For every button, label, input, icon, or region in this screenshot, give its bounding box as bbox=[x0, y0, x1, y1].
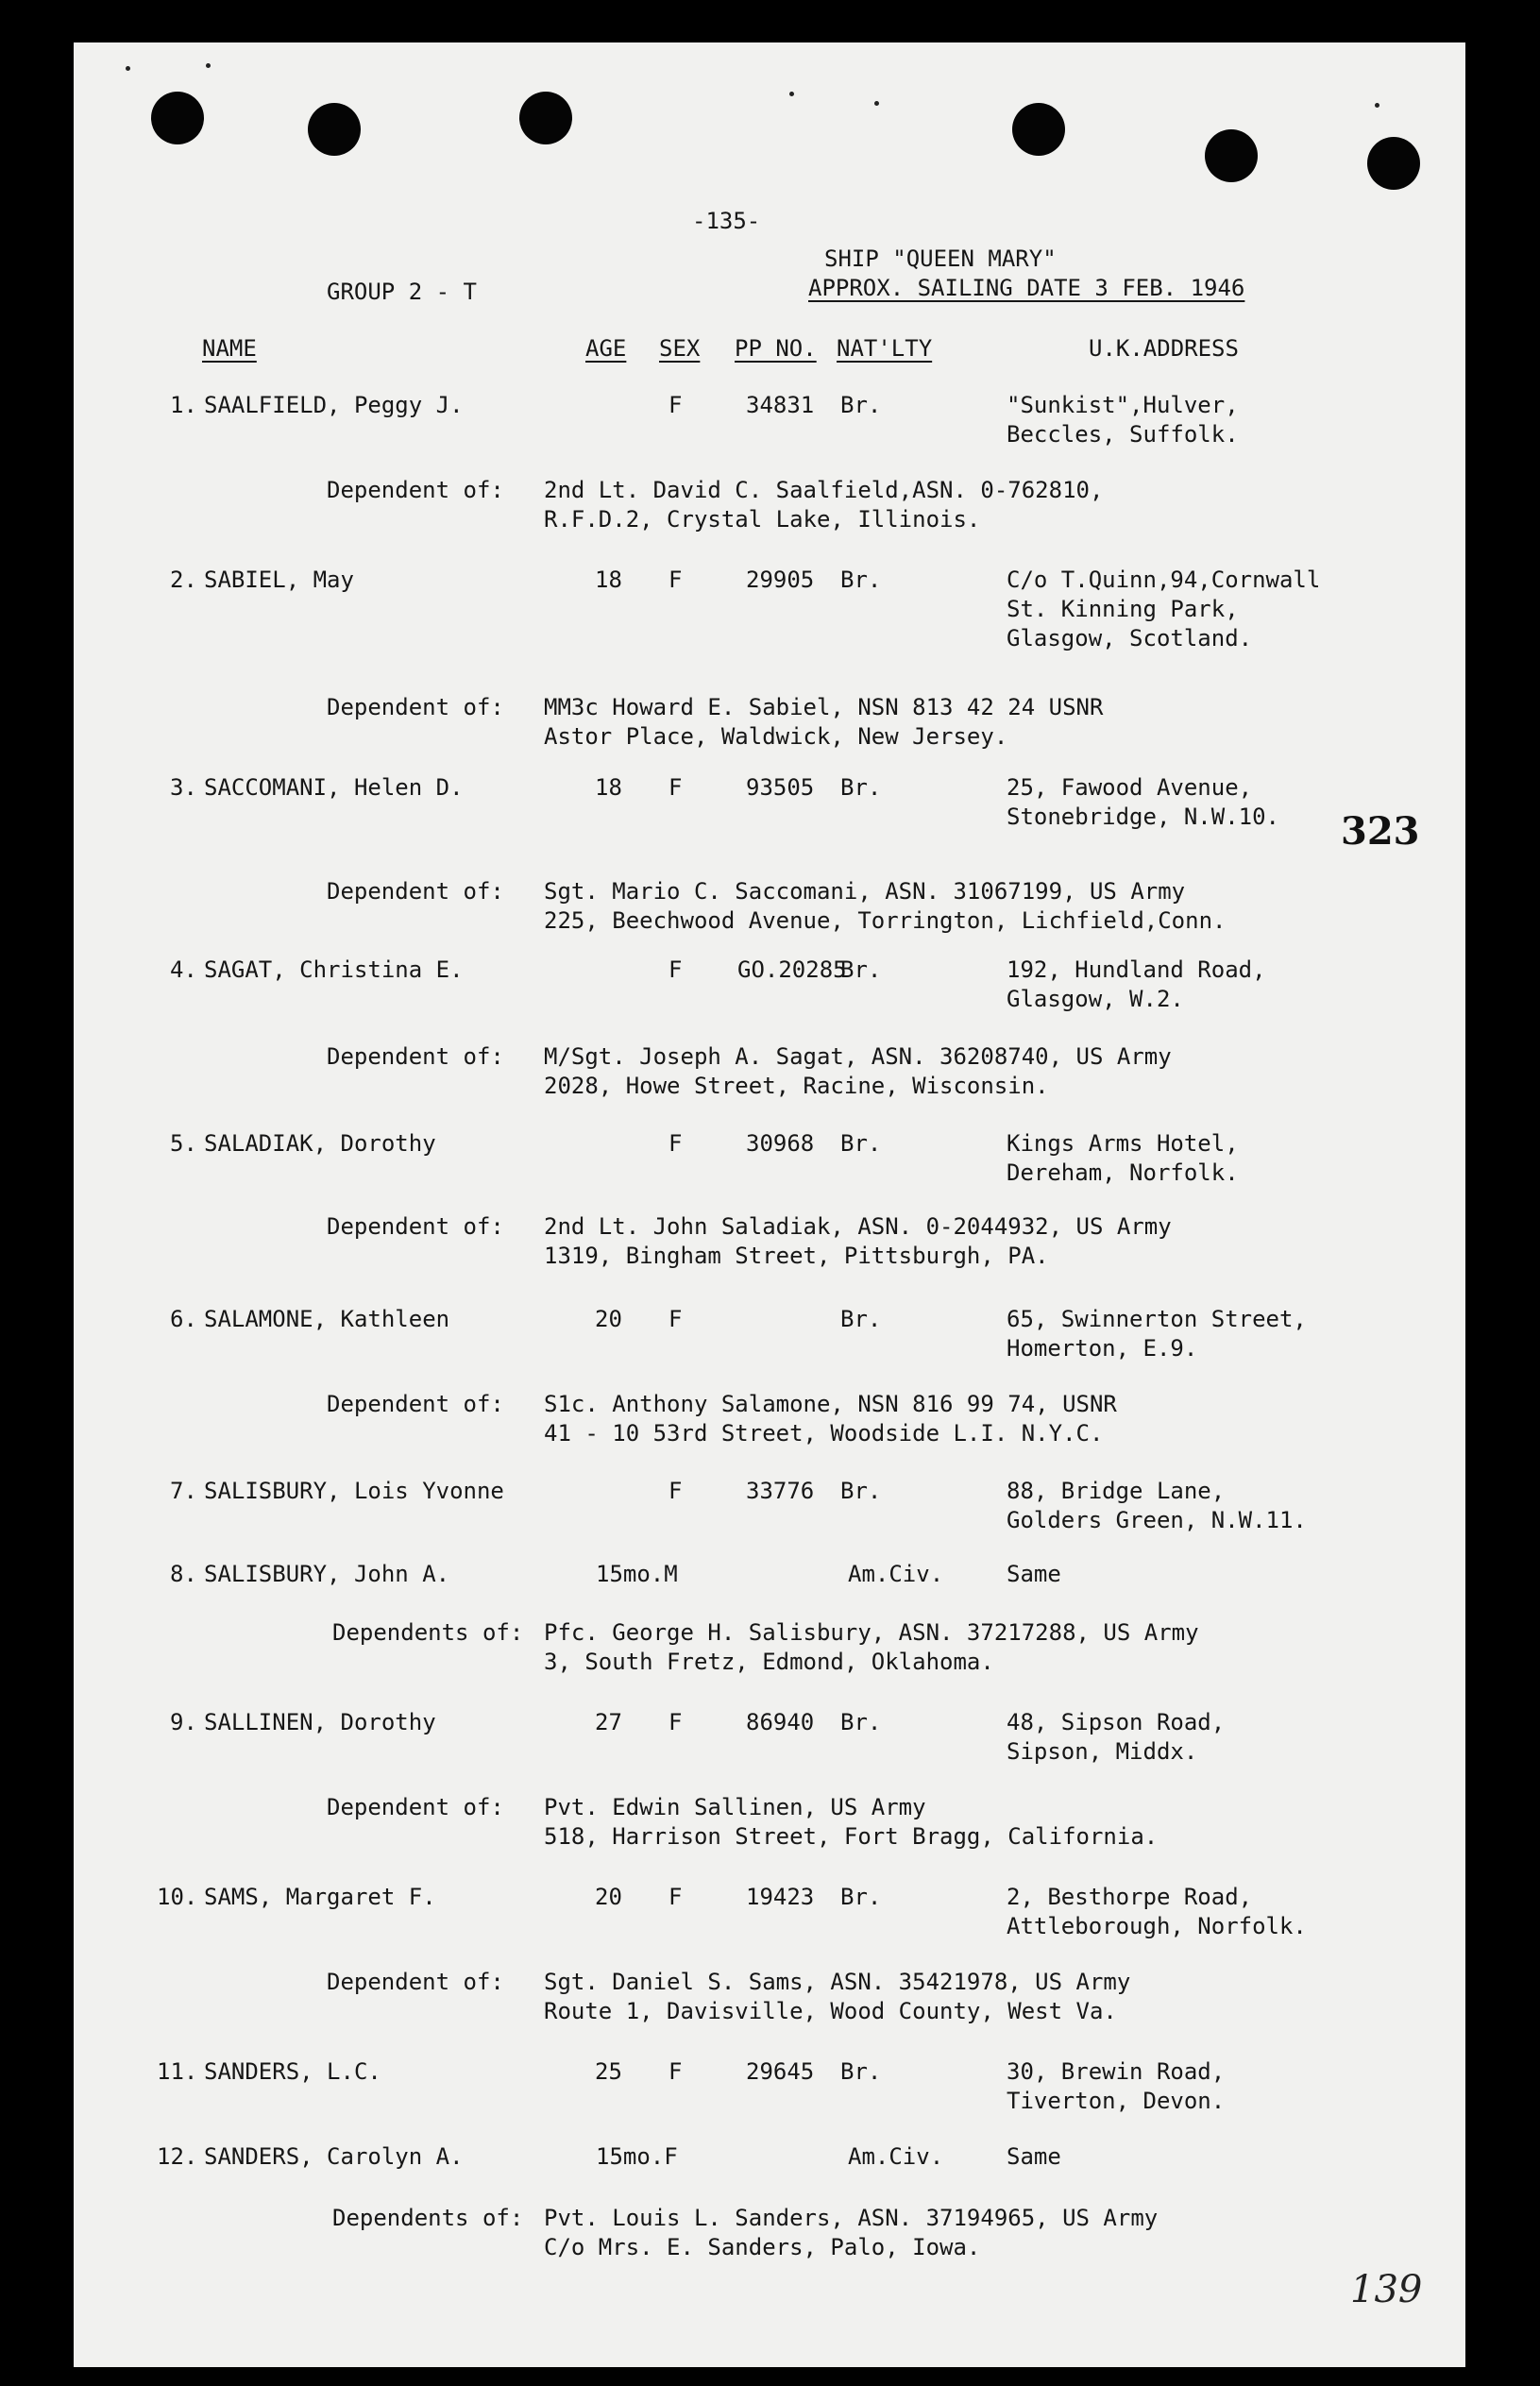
uk-address-line: Same bbox=[1007, 2143, 1061, 2170]
passenger-name: SABIEL, May bbox=[204, 567, 354, 593]
passenger-sex: F bbox=[668, 1130, 683, 1157]
passport-number: 19423 bbox=[746, 1884, 815, 1910]
punch-hole bbox=[519, 92, 572, 144]
uk-address-line: 48, Sipson Road, bbox=[1007, 1709, 1226, 1735]
dependent-line: 2nd Lt. David C. Saalfield,ASN. 0-762810, bbox=[544, 477, 1104, 503]
passport-number: GO.20285 bbox=[737, 956, 847, 983]
uk-address-line: "Sunkist",Hulver, bbox=[1007, 392, 1239, 418]
group-label: GROUP 2 - T bbox=[327, 279, 477, 305]
dependent-label: Dependent of: bbox=[327, 477, 504, 503]
handwritten-number: 139 bbox=[1350, 2268, 1423, 2311]
dependent-line: Pfc. George H. Salisbury, ASN. 37217288, US Army bbox=[544, 1619, 1199, 1646]
passenger-age: 15mo.M bbox=[596, 1561, 678, 1587]
entry-number: 8. bbox=[170, 1561, 197, 1587]
dependent-line: Sgt. Daniel S. Sams, ASN. 35421978, US Army bbox=[544, 1969, 1131, 1995]
passenger-name: SALISBURY, Lois Yvonne bbox=[204, 1478, 504, 1504]
ship-line: SHIP "QUEEN MARY" bbox=[824, 245, 1057, 272]
passenger-sex: F bbox=[668, 1709, 683, 1735]
dependent-line: M/Sgt. Joseph A. Sagat, ASN. 36208740, US Army bbox=[544, 1043, 1172, 1070]
dependent-line: 3, South Fretz, Edmond, Oklahoma. bbox=[544, 1649, 994, 1675]
uk-address-line: 192, Hundland Road, bbox=[1007, 956, 1266, 983]
uk-address-line: 88, Bridge Lane, bbox=[1007, 1478, 1226, 1504]
header-name: NAME bbox=[202, 335, 257, 362]
passenger-name: SAMS, Margaret F. bbox=[204, 1884, 436, 1910]
entry-number: 3. bbox=[170, 774, 197, 801]
dependent-line: Pvt. Louis L. Sanders, ASN. 37194965, US Army bbox=[544, 2205, 1159, 2231]
uk-address-line: C/o T.Quinn,94,Cornwall bbox=[1007, 567, 1321, 593]
uk-address-line: Homerton, E.9. bbox=[1007, 1335, 1198, 1362]
dependent-line: 2nd Lt. John Saladiak, ASN. 0-2044932, US Army bbox=[544, 1213, 1172, 1240]
passenger-name: SALISBURY, John A. bbox=[204, 1561, 450, 1587]
header-age: AGE bbox=[585, 335, 627, 362]
passenger-name: SANDERS, L.C. bbox=[204, 2058, 381, 2085]
page-number: -135- bbox=[692, 208, 761, 234]
passenger-name: SACCOMANI, Helen D. bbox=[204, 774, 464, 801]
dependent-label: Dependent of: bbox=[327, 878, 504, 905]
entry-number: 6. bbox=[170, 1306, 197, 1332]
dependent-label: Dependent of: bbox=[327, 694, 504, 720]
punch-hole bbox=[308, 103, 361, 156]
uk-address-line: Same bbox=[1007, 1561, 1061, 1587]
uk-address-line: Beccles, Suffolk. bbox=[1007, 421, 1239, 448]
passenger-age: 18 bbox=[595, 567, 622, 593]
uk-address-line: Kings Arms Hotel, bbox=[1007, 1130, 1239, 1157]
sailing-date-line: APPROX. SAILING DATE 3 FEB. 1946 bbox=[808, 275, 1245, 301]
passenger-age: 15mo.F bbox=[596, 2143, 678, 2170]
stamp-number: 323 bbox=[1341, 809, 1420, 854]
entry-number: 11. bbox=[157, 2058, 198, 2085]
passenger-age: 20 bbox=[595, 1306, 622, 1332]
dependent-label: Dependent of: bbox=[327, 1969, 504, 1995]
nationality: Br. bbox=[840, 1709, 882, 1735]
uk-address-line: 30, Brewin Road, bbox=[1007, 2058, 1226, 2085]
passenger-name: SAALFIELD, Peggy J. bbox=[204, 392, 464, 418]
nationality: Br. bbox=[840, 956, 882, 983]
passenger-age: 27 bbox=[595, 1709, 622, 1735]
dependent-line: 1319, Bingham Street, Pittsburgh, PA. bbox=[544, 1243, 1049, 1269]
passenger-age: 18 bbox=[595, 774, 622, 801]
punch-hole bbox=[1367, 137, 1420, 190]
passenger-name: SALADIAK, Dorothy bbox=[204, 1130, 436, 1157]
passenger-sex: F bbox=[668, 567, 683, 593]
dependent-line: S1c. Anthony Salamone, NSN 816 99 74, USNR bbox=[544, 1391, 1117, 1417]
uk-address-line: St. Kinning Park, bbox=[1007, 596, 1239, 622]
dependent-label: Dependents of: bbox=[332, 1619, 524, 1646]
dependent-label: Dependents of: bbox=[332, 2205, 524, 2231]
passport-number: 93505 bbox=[746, 774, 815, 801]
uk-address-line: Glasgow, W.2. bbox=[1007, 986, 1184, 1012]
passenger-sex: F bbox=[668, 1306, 683, 1332]
nationality: Br. bbox=[840, 774, 882, 801]
dependent-line: Astor Place, Waldwick, New Jersey. bbox=[544, 723, 1008, 750]
punch-hole bbox=[151, 92, 204, 144]
dependent-line: R.F.D.2, Crystal Lake, Illinois. bbox=[544, 506, 981, 533]
dependent-line: 41 - 10 53rd Street, Woodside L.I. N.Y.C. bbox=[544, 1420, 1104, 1447]
nationality: Br. bbox=[840, 1478, 882, 1504]
passenger-sex: F bbox=[668, 1884, 683, 1910]
passenger-sex: F bbox=[668, 392, 683, 418]
nationality: Br. bbox=[840, 567, 882, 593]
entry-number: 5. bbox=[170, 1130, 197, 1157]
uk-address-line: Glasgow, Scotland. bbox=[1007, 625, 1253, 651]
header-pp-no: PP NO. bbox=[735, 335, 817, 362]
entry-number: 9. bbox=[170, 1709, 197, 1735]
punch-hole bbox=[1205, 129, 1258, 182]
entry-number: 2. bbox=[170, 567, 197, 593]
uk-address-line: 65, Swinnerton Street, bbox=[1007, 1306, 1307, 1332]
passenger-age: 25 bbox=[595, 2058, 622, 2085]
uk-address-line: Dereham, Norfolk. bbox=[1007, 1159, 1239, 1186]
uk-address-line: 25, Fawood Avenue, bbox=[1007, 774, 1253, 801]
punch-hole bbox=[1012, 103, 1065, 156]
passport-number: 86940 bbox=[746, 1709, 815, 1735]
passenger-sex: F bbox=[668, 774, 683, 801]
header-uk-address: U.K.ADDRESS bbox=[1089, 335, 1239, 362]
header-nationality: NAT'LTY bbox=[837, 335, 933, 362]
document-page bbox=[74, 42, 1465, 2367]
nationality: Br. bbox=[840, 2058, 882, 2085]
passport-number: 33776 bbox=[746, 1478, 815, 1504]
entry-number: 7. bbox=[170, 1478, 197, 1504]
passport-number: 34831 bbox=[746, 392, 815, 418]
uk-address-line: Sipson, Middx. bbox=[1007, 1738, 1198, 1765]
passenger-name: SAGAT, Christina E. bbox=[204, 956, 464, 983]
passenger-name: SANDERS, Carolyn A. bbox=[204, 2143, 464, 2170]
uk-address-line: Golders Green, N.W.11. bbox=[1007, 1507, 1307, 1533]
nationality: Am.Civ. bbox=[848, 2143, 944, 2170]
passport-number: 29645 bbox=[746, 2058, 815, 2085]
uk-address-line: Attleborough, Norfolk. bbox=[1007, 1913, 1307, 1939]
dependent-label: Dependent of: bbox=[327, 1391, 504, 1417]
entry-number: 1. bbox=[170, 392, 197, 418]
dependent-line: MM3c Howard E. Sabiel, NSN 813 42 24 USNR bbox=[544, 694, 1104, 720]
passenger-name: SALLINEN, Dorothy bbox=[204, 1709, 436, 1735]
passport-number: 30968 bbox=[746, 1130, 815, 1157]
passenger-name: SALAMONE, Kathleen bbox=[204, 1306, 450, 1332]
header-sex: SEX bbox=[659, 335, 701, 362]
passport-number: 29905 bbox=[746, 567, 815, 593]
dependent-line: 2028, Howe Street, Racine, Wisconsin. bbox=[544, 1073, 1049, 1099]
dependent-line: C/o Mrs. E. Sanders, Palo, Iowa. bbox=[544, 2234, 981, 2260]
passenger-age: 20 bbox=[595, 1884, 622, 1910]
uk-address-line: Stonebridge, N.W.10. bbox=[1007, 804, 1279, 830]
entry-number: 10. bbox=[157, 1884, 198, 1910]
dependent-label: Dependent of: bbox=[327, 1213, 504, 1240]
dependent-label: Dependent of: bbox=[327, 1043, 504, 1070]
uk-address-line: Tiverton, Devon. bbox=[1007, 2088, 1226, 2114]
nationality: Am.Civ. bbox=[848, 1561, 944, 1587]
dependent-line: Pvt. Edwin Sallinen, US Army bbox=[544, 1794, 926, 1820]
entry-number: 12. bbox=[157, 2143, 198, 2170]
nationality: Br. bbox=[840, 1884, 882, 1910]
nationality: Br. bbox=[840, 1130, 882, 1157]
uk-address-line: 2, Besthorpe Road, bbox=[1007, 1884, 1253, 1910]
passenger-sex: F bbox=[668, 2058, 683, 2085]
nationality: Br. bbox=[840, 392, 882, 418]
nationality: Br. bbox=[840, 1306, 882, 1332]
dependent-line: Route 1, Davisville, Wood County, West Va. bbox=[544, 1998, 1117, 2024]
dependent-label: Dependent of: bbox=[327, 1794, 504, 1820]
dependent-line: 518, Harrison Street, Fort Bragg, California. bbox=[544, 1823, 1159, 1850]
dependent-line: 225, Beechwood Avenue, Torrington, Lichfield,Conn. bbox=[544, 907, 1227, 934]
passenger-sex: F bbox=[668, 1478, 683, 1504]
entry-number: 4. bbox=[170, 956, 197, 983]
passenger-sex: F bbox=[668, 956, 683, 983]
dependent-line: Sgt. Mario C. Saccomani, ASN. 31067199, US Army bbox=[544, 878, 1186, 905]
